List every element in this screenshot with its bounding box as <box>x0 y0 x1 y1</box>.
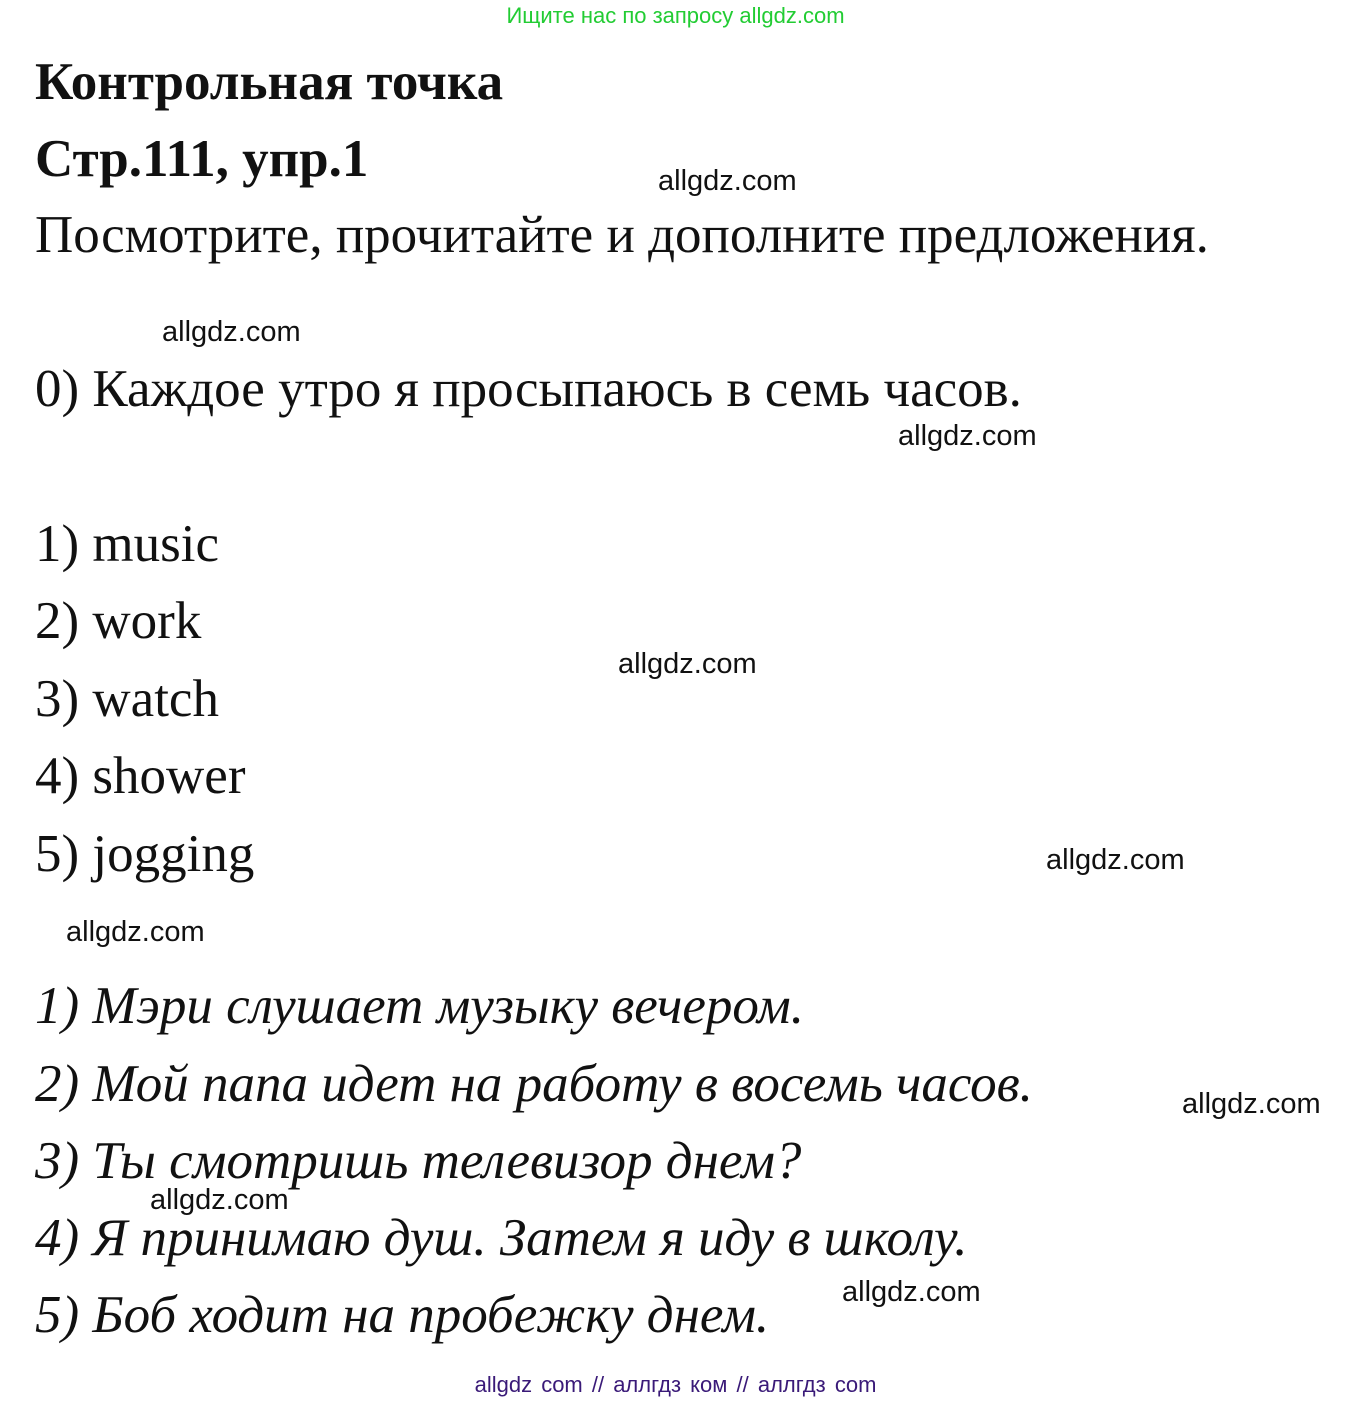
watermark: allgdz.com <box>898 420 1037 452</box>
search-banner[interactable]: Ищите нас по запросу allgdz.com <box>506 3 845 28</box>
word-item: 5) jogging <box>35 825 255 883</box>
word-item: 2) work <box>35 592 202 650</box>
watermark: allgdz.com <box>658 165 797 197</box>
watermark: allgdz.com <box>842 1276 981 1308</box>
answer-item: 5) Боб ходит на пробежку днем. <box>35 1286 770 1344</box>
instruction: Посмотрите, прочитайте и дополните предложения. <box>35 206 1209 264</box>
example-sentence: 0) Каждое утро я просыпаюсь в семь часов. <box>35 360 1022 418</box>
watermark: allgdz.com <box>1182 1088 1321 1120</box>
page-title: Контрольная точка <box>35 53 504 111</box>
watermark: allgdz.com <box>150 1184 289 1216</box>
watermark: allgdz.com <box>618 648 757 680</box>
watermark: allgdz.com <box>66 916 205 948</box>
exercise-title: Стр.111, упр.1 <box>35 130 369 188</box>
answer-item: 4) Я принимаю душ. Затем я иду в школу. <box>35 1209 968 1267</box>
answer-item: 3) Ты смотришь телевизор днем? <box>35 1132 802 1190</box>
footer-links[interactable]: allgdz com // аллгдз ком // аллгдз com <box>474 1372 877 1397</box>
answer-item: 1) Мэри слушает музыку вечером. <box>35 977 804 1035</box>
answer-item: 2) Мой папа идет на работу в восемь часов. <box>35 1055 1033 1113</box>
watermark: allgdz.com <box>162 316 301 348</box>
word-item: 3) watch <box>35 670 219 728</box>
word-item: 1) music <box>35 515 219 573</box>
word-item: 4) shower <box>35 747 246 805</box>
watermark: allgdz.com <box>1046 844 1185 876</box>
